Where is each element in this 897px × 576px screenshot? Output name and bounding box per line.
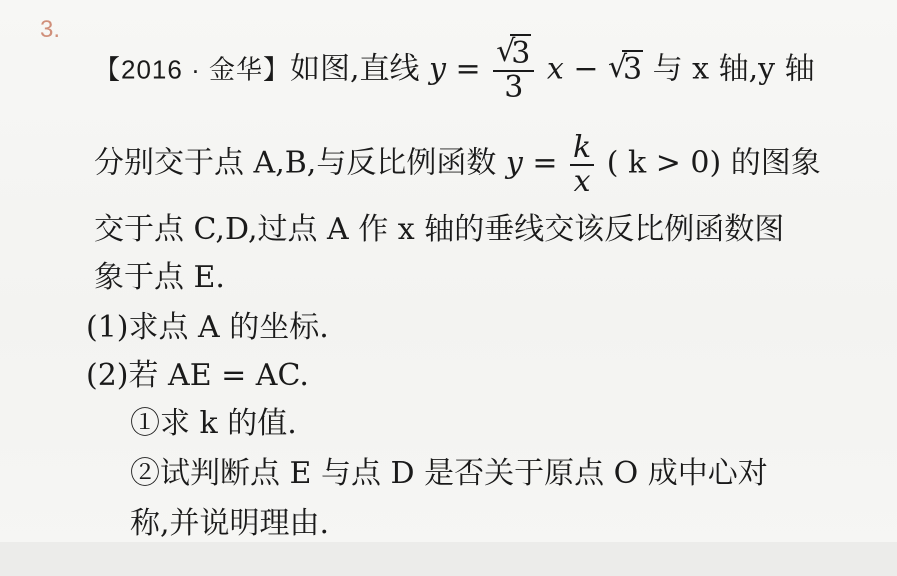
sub-question-1: ①求 k 的值. <box>130 406 297 441</box>
inverse-lhs: y = <box>505 145 558 181</box>
sub-question-2-line-1: ②试判断点 E 与点 D 是否关于原点 O 成中心对 <box>130 456 768 491</box>
inverse-fraction <box>570 132 594 197</box>
problem-line-2 <box>94 132 897 197</box>
part-2: (2)若 AE = AC. <box>86 358 309 393</box>
problem-intro: 如图,直线 <box>289 51 420 87</box>
line-eq-fraction <box>493 34 534 105</box>
inverse-denominator: x <box>573 163 591 199</box>
problem-line-4: 象于点 E. <box>94 260 225 295</box>
fraction-numerator <box>493 34 534 72</box>
page-bottom-band <box>0 542 897 576</box>
line2-text: 分别交于点 A,B,与反比例函数 <box>94 145 497 181</box>
problem-line-1 <box>94 34 897 105</box>
line-eq-lhs: y = <box>429 51 481 87</box>
fraction-denominator: 3 <box>504 69 524 105</box>
part-1: (1)求点 A 的坐标. <box>86 310 329 345</box>
question-number: 3. <box>40 16 61 43</box>
sqrt-symbol: √ 3 <box>608 49 643 87</box>
problem-source: 【2016 · 金华】 <box>94 54 290 85</box>
problem-line-3: 交于点 C,D,过点 A 作 x 轴的垂线交该反比例函数图 <box>94 212 785 247</box>
line-eq-var: x − <box>546 51 599 87</box>
inverse-numerator: k <box>570 132 594 166</box>
inverse-condition: ( k > 0) <box>606 145 722 181</box>
sub-question-2-line-2: 称,并说明理由. <box>130 506 330 541</box>
axes-text: 与 x 轴,y 轴 <box>652 51 815 87</box>
sqrt-symbol: √ 3 <box>496 34 531 71</box>
line2-tail: 的图象 <box>730 145 821 181</box>
